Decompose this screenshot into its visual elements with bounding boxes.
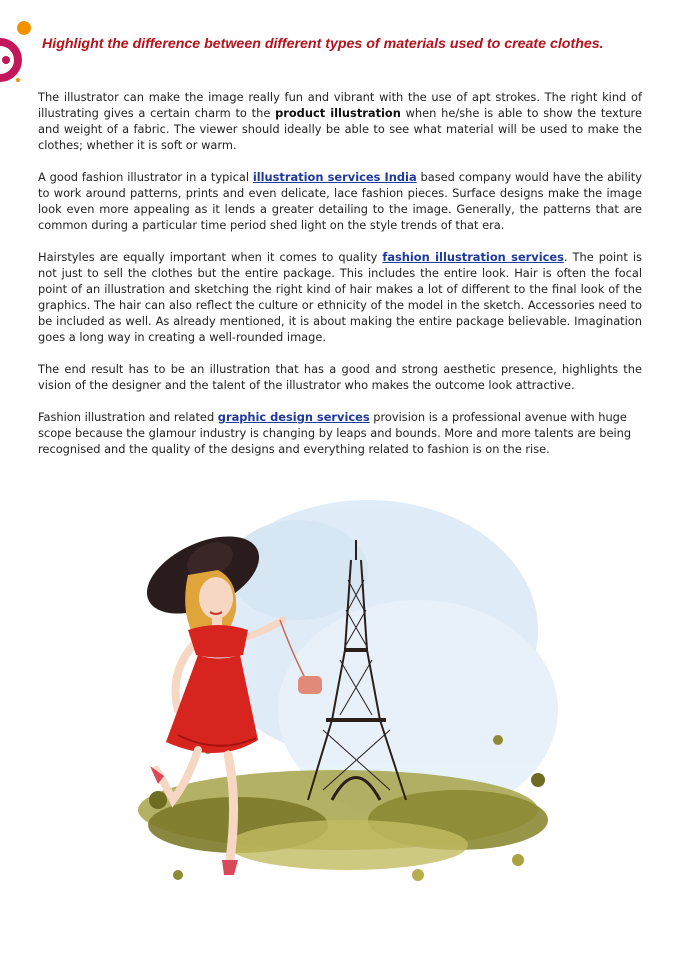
fashion-illustration [118,480,568,920]
paragraph-3-text-end: . The point is not just to sell the clothes but the entire package. This includes the entire look. Hair is often the focal point of an illustration and sketching the right kind of hair makes a lot of different to the final look of the graphics. The hair can also reflect the culture or ethnicity of the model in the sketch. Accessories need to be included as well. As already mentioned, it is about making the entire package believable. Imagination goes a long way in creating a well-rounded image. [38,250,642,344]
page-heading: Highlight the difference between different types of materials used to create clothes. [42,36,604,52]
paragraph-2-text-start: A good fashion illustrator in a typical [38,170,253,184]
paragraph-3-text-start: Hairstyles are equally important when it comes to quality [38,250,383,264]
paragraph-1-text-end: when he/she is able to show the texture and weight of a fabric. The viewer should ideally be able to see what material will be used to make the clothes; whether it is soft or warm. [38,106,642,152]
fashion-illustration-services-link[interactable]: fashion illustration services [382,250,564,264]
paragraph-1-text-start: The illustrator can make the image really fun and vibrant with the use of apt strokes. The right kind of illustrating gives a certain charm to the [38,90,642,120]
illustration-services-india-link[interactable]: illustration services India [252,170,417,184]
product-illustration-term: product illustration [275,106,401,120]
paragraph-2-text-end: based company would have the ability to work around patterns, prints and even delicate, lace fashion pieces. Surface designs make the image look even more appealing as it lends a greater detailing to the image. Generally, the patterns that are common during a particular time period shed light on the style trends of that era. [38,170,642,232]
paragraph-3 [38,249,642,345]
brand-logo [0,8,36,88]
paragraph-2 [38,169,642,233]
paragraph-5-text-end: provision is a professional avenue with huge scope because the glamour industry is changing by leaps and bounds. More and more talents are being recognised and the quality of the designs and everything related to fashion is on the rise. [38,410,632,456]
paragraph-4: The end result has to be an illustration that has a good and strong aesthetic presence, highlights the vision of the designer and the talent of the illustrator who makes the outcome look attractive. [38,362,642,392]
paragraph-1 [38,89,642,153]
paragraph-5 [38,409,642,457]
paragraph-5-text-start: Fashion illustration and related [38,410,218,424]
article-body [38,89,642,473]
graphic-design-services-link[interactable]: graphic design services [217,410,370,424]
